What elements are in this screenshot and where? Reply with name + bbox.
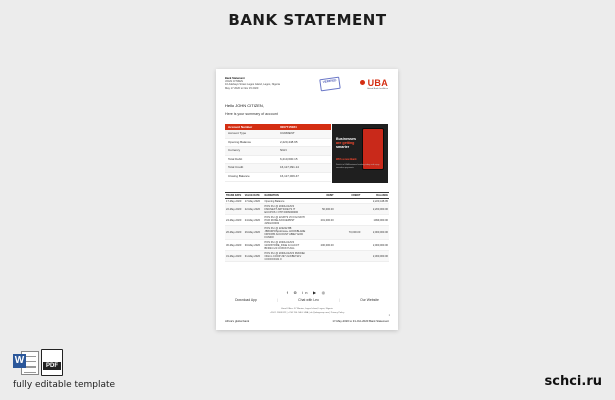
trans-date-cell: 22-May-2020 xyxy=(226,207,242,211)
site-watermark[interactable]: schci.ru xyxy=(544,374,602,389)
address-line: May 17 2020 to Nov 15 2020 xyxy=(225,86,259,90)
statement-bottom-bar xyxy=(225,319,389,323)
account-summary-value: NGN xyxy=(280,148,287,153)
account-summary-row xyxy=(225,139,331,148)
account-summary-row xyxy=(225,130,331,139)
trans-date-cell: 30-May-2020 xyxy=(226,243,242,247)
bank-logo-mark-icon xyxy=(360,80,365,85)
transaction-row xyxy=(225,226,389,240)
trans-date-cell: 24-May-2020 xyxy=(226,218,242,222)
column-header: CREDIT xyxy=(351,194,361,197)
credit-cell xyxy=(334,240,361,250)
credit-cell xyxy=(334,204,361,214)
transaction-row xyxy=(225,240,389,251)
narration-cell: POS Pur @ 2033LU1ZV4 FMCNEt Ofstrm COOP 297 2L/KBM S1V COOOOO21 0 xyxy=(264,251,305,261)
account-summary-value: 2,220,448.95 xyxy=(280,139,298,144)
balance-cell: 2,200,000.00 xyxy=(372,207,388,211)
greeting: Hello JOHN CITIZEN, xyxy=(225,103,264,108)
credit-cell xyxy=(334,199,361,203)
account-summary-value: 16,117,091.14 xyxy=(280,165,299,170)
account-summary-rows xyxy=(225,130,331,182)
link-divider: | xyxy=(339,298,340,302)
balance-cell: 1999,000.00 xyxy=(373,218,388,222)
pdf-file-icon xyxy=(41,349,63,376)
promo-line: are getting xyxy=(336,141,355,146)
footer-links xyxy=(225,298,389,302)
bank-logo-tagline: United Bank for Africa xyxy=(366,88,388,90)
debit-cell: 50,000.00 xyxy=(322,207,334,211)
trans-date-cell: 31-May-2020 xyxy=(226,254,242,258)
social-icons[interactable]: f ⊚ in ▶ ◎ xyxy=(286,290,328,295)
chat-link[interactable]: Chat with Leo xyxy=(298,298,319,302)
address-line: JOHN CITIZEN xyxy=(225,80,243,84)
account-number-label: Account Number xyxy=(228,125,253,129)
footer-address: Head Office: 57 Marina, Lagos Island, Lagos, Nigeria xyxy=(281,308,333,310)
credit-cell xyxy=(334,215,361,225)
transactions-body xyxy=(225,199,389,262)
transaction-row xyxy=(225,204,389,215)
promo-headline xyxy=(336,137,364,150)
footer-contacts: +234 1 2808 822 | +234 700 CALL UBA | cfc@ubagroup.com | Privacy Policy xyxy=(269,312,345,314)
format-badges xyxy=(13,349,63,376)
balance-cell: 2,000,000.00 xyxy=(372,231,388,234)
website-link[interactable]: Our Website xyxy=(360,298,379,302)
word-file-icon xyxy=(13,349,37,375)
debit-cell xyxy=(306,226,334,239)
account-summary-label: Total Credit xyxy=(228,165,244,170)
account-summary-label: Account Type xyxy=(228,131,247,135)
value-date-cell: 22-May-2020 xyxy=(244,207,261,211)
trans-date-cell: 26-May-2020 xyxy=(226,231,242,234)
value-date-cell: 26-May-2020 xyxy=(244,231,261,234)
account-summary-label: Currency xyxy=(228,148,241,153)
bank-logo-word: UBA xyxy=(367,78,388,88)
transactions-table xyxy=(225,192,389,262)
bottom-tagline: Africa's global bank xyxy=(225,319,250,323)
account-summary-value: 6,210,600.15 xyxy=(280,156,298,161)
narration-cell: POS Pur @ 2033LU1ZV4 FMCNEXT ARTICKEYS IT ECCPOS / OTP 0006000000 xyxy=(264,204,299,214)
credit-cell xyxy=(334,251,361,261)
column-header: NARRATION xyxy=(264,193,279,197)
debit-cell xyxy=(306,251,334,261)
verification-stamp: VERIFIED xyxy=(319,77,340,92)
account-summary-row xyxy=(225,147,331,156)
account-number-value: 0007715084 xyxy=(280,125,297,129)
balance-cell: 2,300,000.00 xyxy=(372,254,388,258)
column-header: TRANS DATE xyxy=(226,194,242,197)
balance-cell: 2,220,448.95 xyxy=(372,199,388,203)
transactions-header xyxy=(225,192,389,199)
editable-caption: fully editable template xyxy=(13,380,116,390)
address-line: 10 Adebayo Street Lagos Island, Lagos, Nigeria xyxy=(225,83,280,87)
account-summary-row xyxy=(225,156,331,165)
account-summary-row xyxy=(225,173,331,182)
account-summary-label: Total Debit xyxy=(228,156,243,161)
value-date-cell: 24-May-2020 xyxy=(244,218,261,222)
link-divider: | xyxy=(277,298,278,302)
pdf-label: PDF xyxy=(43,362,61,370)
bank-statement-document xyxy=(216,69,398,330)
account-summary-label: Closing Balance xyxy=(228,173,250,178)
narration-cell: Opening Balance xyxy=(264,199,285,203)
page-headline: BANK STATEMENT xyxy=(228,11,387,29)
promo-line: Businesses xyxy=(336,137,356,141)
debit-cell: 200,000.00 xyxy=(320,243,334,247)
promo-fine-print: Switch to UBA business banking today and enjoy seamless payments. xyxy=(336,164,380,169)
download-app-link[interactable]: Download App xyxy=(235,298,257,302)
statement-period: 17-May-2020 to 31-Oct-2020 Bank Statement xyxy=(332,319,389,323)
page-number: 1 xyxy=(388,314,390,317)
bank-logo xyxy=(367,78,388,91)
column-header: DEBIT xyxy=(326,194,334,197)
address-line: Bank Statement xyxy=(225,77,245,80)
credit-cell: 70,000.00 xyxy=(348,231,361,234)
trans-date-cell: 17-May-2020 xyxy=(226,199,242,203)
transaction-row xyxy=(225,215,389,226)
debit-cell xyxy=(306,199,334,203)
promo-line: smarter xyxy=(336,145,350,150)
column-header: VALUE DATE xyxy=(244,194,260,197)
narration-cell: POS Pur @ 222222 B8 JBX04POSpottmas+ HOOKBLADE NIP/OPR ACCOUNT ABIEY EOD FUNDO xyxy=(264,226,306,239)
promo-cta: With a new Bank xyxy=(336,158,357,161)
value-date-cell: 17-May-2020 xyxy=(244,199,261,203)
balance-cell: 2,000,000.00 xyxy=(372,243,388,247)
account-summary-value: 16,117,009.47 xyxy=(280,173,299,178)
account-summary-value: CURRENT xyxy=(280,131,295,135)
summary-intro: Here is your summary of account xyxy=(225,112,278,116)
account-summary-table xyxy=(225,124,331,182)
value-date-cell: 30-May-2020 xyxy=(244,243,261,247)
column-header: BALANCE xyxy=(376,194,388,197)
account-summary-label: Opening Balance xyxy=(228,139,252,144)
transaction-row xyxy=(225,251,389,262)
promo-banner[interactable] xyxy=(332,124,388,183)
account-summary-row xyxy=(225,164,331,173)
narration-cell: POS Pur @ 2033LU1ZV4 GN3/STORE_INGE 1/4 ACCT BFR24 1/4 COXKKYUGG xyxy=(264,240,300,250)
customer-address-block xyxy=(225,77,315,90)
debit-cell: 201,000.00 xyxy=(320,218,334,222)
value-date-cell: 31-May-2020 xyxy=(244,254,261,258)
narration-cell: POS Pur @ 22UP72 VO FG/ MOTI PUR ROSE AXOUEPRST 2ZSGO0003 xyxy=(264,215,305,225)
word-letter: W xyxy=(14,355,25,366)
